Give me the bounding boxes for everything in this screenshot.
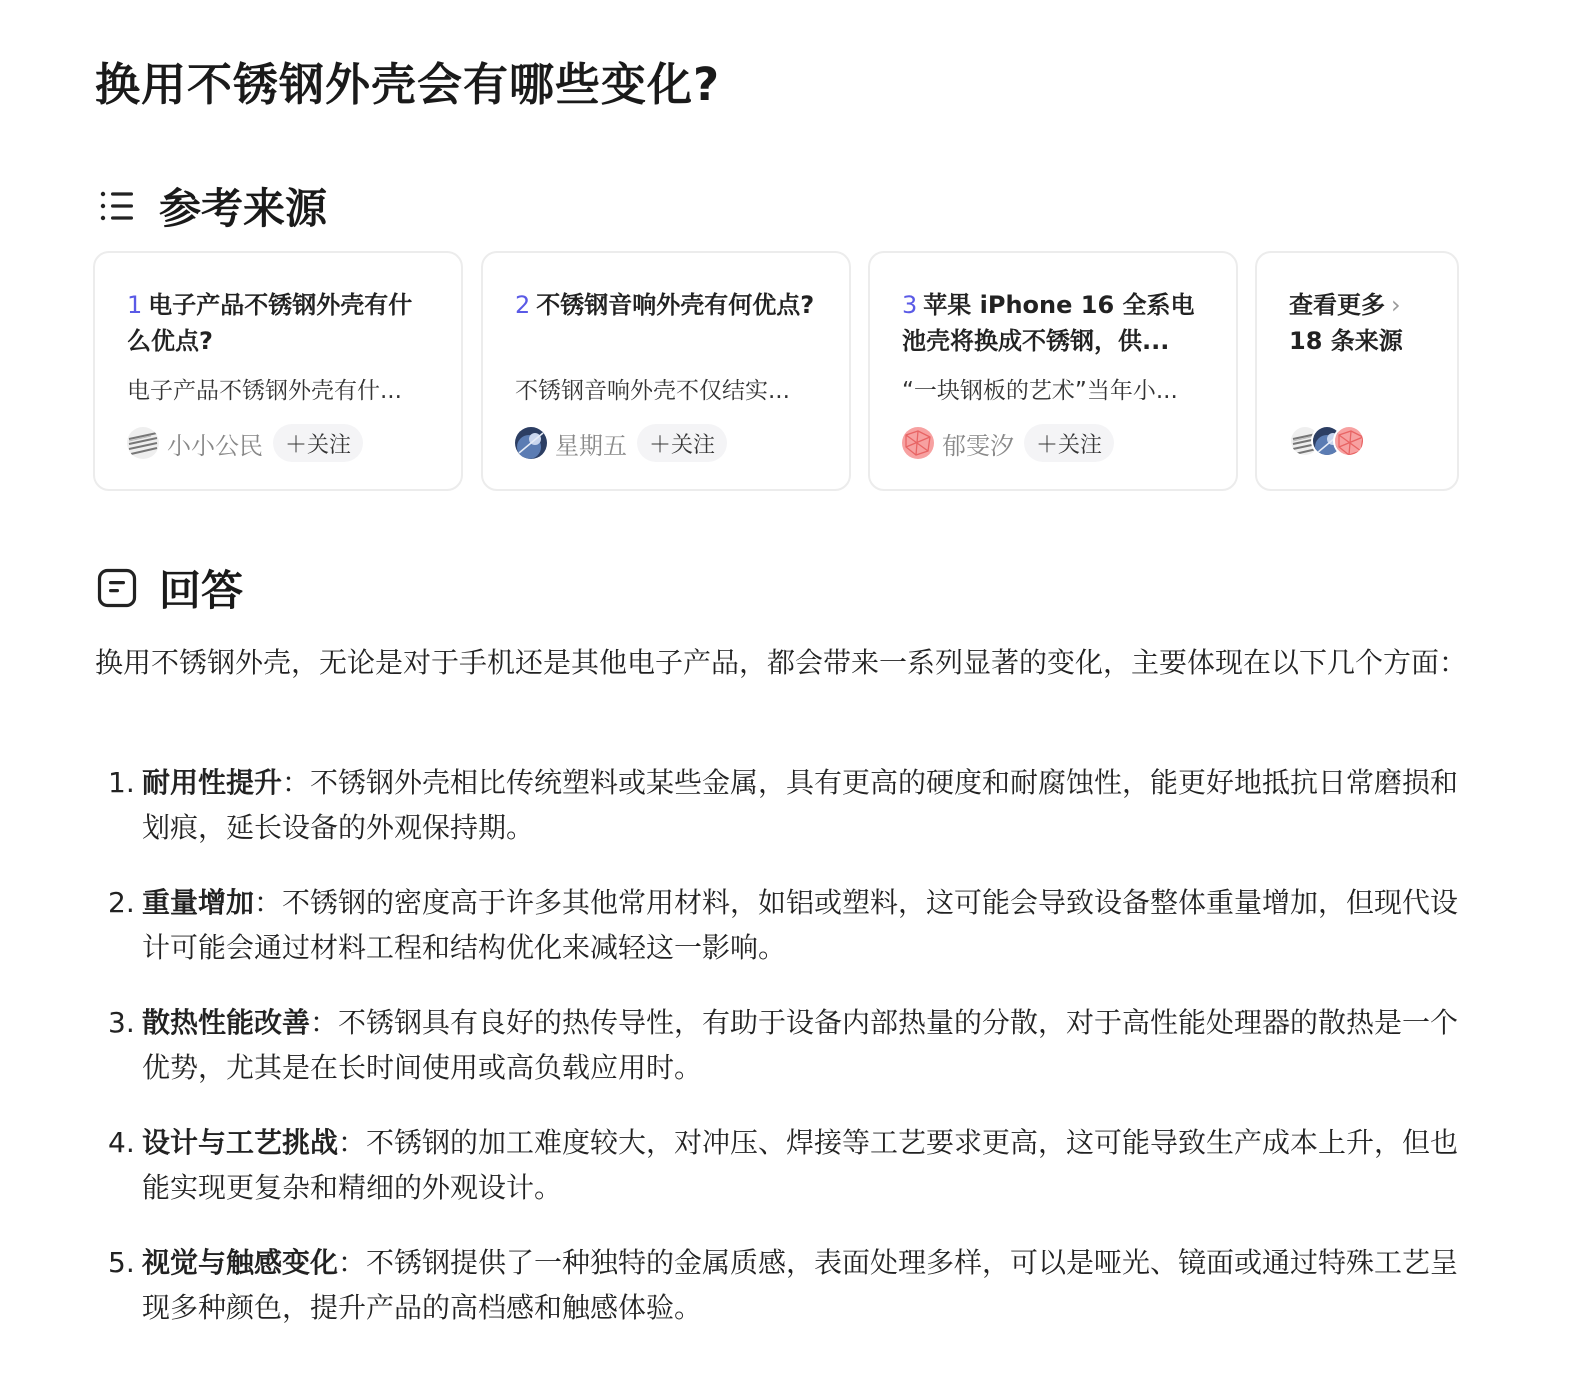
- references-heading: 参考来源: [159, 184, 328, 233]
- author-name[interactable]: 郁雯汐: [942, 431, 1014, 460]
- reference-card-author: [515, 423, 727, 463]
- avatar[interactable]: [902, 427, 934, 459]
- list-item: 2. 重量增加：不锈钢的密度高于许多其他常用材料，如铝或塑料，这可能会导致设备整体重量增加，但现代设计可能会通过材料工程和结构优化来减轻这一影响。: [108, 886, 1459, 964]
- question-title: 换用不锈钢外壳会有哪些变化?: [95, 58, 721, 111]
- chevron-right-icon: ›: [1391, 291, 1401, 319]
- list-item: 5. 视觉与触感变化：不锈钢提供了一种独特的金属质感，表面处理多样，可以是哑光、镜面或通过特殊工艺呈现多种颜色，提升产品的高档感和触感体验。: [108, 1246, 1459, 1324]
- avatar-stack: [1289, 425, 1355, 457]
- list-item: 1. 耐用性提升：不锈钢外壳相比传统塑料或某些金属，具有更高的硬度和耐腐蚀性，能更好地抵抗日常磨损和划痕，延长设备的外观保持期。: [108, 766, 1459, 844]
- follow-button[interactable]: ＋关注: [637, 424, 727, 462]
- view-more-link[interactable]: 查看更多 ›: [1289, 291, 1401, 319]
- avatar[interactable]: [515, 427, 547, 459]
- reference-card-author: [127, 423, 363, 463]
- reference-card-snippet: “一块钢板的艺术”当年小...: [902, 378, 1178, 404]
- answer-list: [108, 760, 1468, 1360]
- reference-card-title[interactable]: 2 不锈钢音响外壳有何优点?: [515, 291, 815, 319]
- author-name[interactable]: 星期五: [555, 431, 627, 460]
- author-name[interactable]: 小小公民: [167, 431, 263, 460]
- reference-card-author: [902, 423, 1114, 463]
- follow-button[interactable]: ＋关注: [1024, 424, 1114, 462]
- answer-section-header: [97, 558, 243, 618]
- list-item: 4. 设计与工艺挑战：不锈钢的加工难度较大，对冲压、焊接等工艺要求更高，这可能导致生产成本上升，但也能实现更复杂和精细的外观设计。: [108, 1126, 1459, 1204]
- reference-card-title[interactable]: 3 苹果 iPhone 16 全系电池壳将换成不锈钢，供...: [902, 291, 1195, 355]
- reference-card-title[interactable]: 1 电子产品不锈钢外壳有什么优点?: [127, 291, 413, 355]
- list-item: 3. 散热性能改善：不锈钢具有良好的热传导性，有助于设备内部热量的分散，对于高性能处理器的散热是一个优势，尤其是在长时间使用或高负载应用时。: [108, 1006, 1459, 1084]
- reference-card-snippet: 电子产品不锈钢外壳有什...: [127, 378, 402, 404]
- source-count: 18 条来源: [1289, 327, 1403, 355]
- answer-intro: 换用不锈钢外壳，无论是对于手机还是其他电子产品，都会带来一系列显著的变化，主要体现在以下几个方面：: [95, 646, 1468, 679]
- follow-button[interactable]: ＋关注: [273, 424, 363, 462]
- reference-card-2[interactable]: [481, 251, 851, 491]
- answer-heading: 回答: [159, 566, 244, 615]
- avatar[interactable]: [127, 427, 159, 459]
- reference-cards: [93, 251, 1461, 491]
- reference-card-1[interactable]: [93, 251, 463, 491]
- view-more-sources-card[interactable]: [1255, 251, 1459, 491]
- reference-card-snippet: 不锈钢音响外壳不仅结实...: [515, 378, 790, 404]
- references-section-header: [97, 176, 327, 236]
- list-icon: [97, 186, 137, 226]
- document-icon: [97, 568, 137, 608]
- avatar: [1333, 425, 1365, 457]
- reference-card-3[interactable]: [868, 251, 1238, 491]
